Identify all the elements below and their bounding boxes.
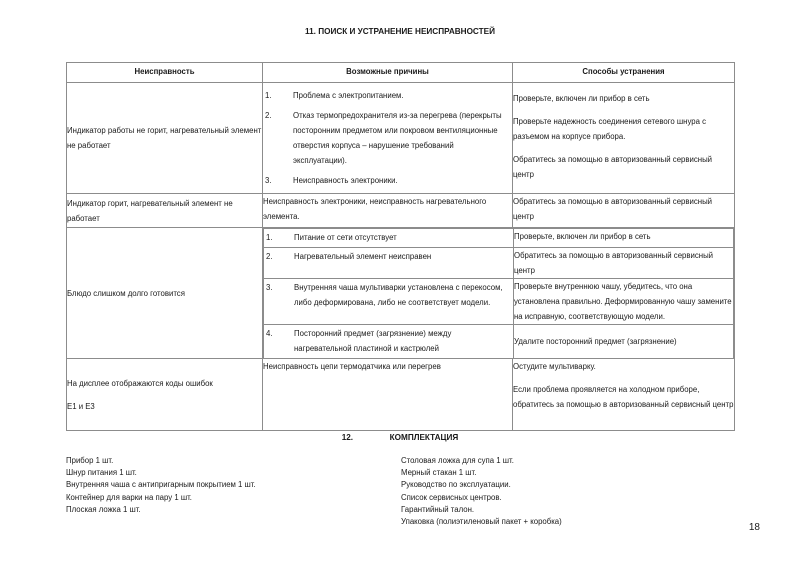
pair-cause: 3. Внутренняя чаша мультиварки установлена с перекосом, либо деформирована, либо не соответствует модели.	[264, 279, 514, 325]
list-item: Шнур питания 1 шт.	[66, 468, 137, 478]
list-item: Плоская ложка 1 шт.	[66, 504, 141, 514]
header-fault: Неисправность	[67, 63, 263, 83]
pair-remedy: Проверьте внутреннюю чашу, убедитесь, что она установлена правильно. Деформированную чашу замените на исправную, соответствующую модели.	[514, 279, 734, 325]
cause-remedy-pairs	[263, 228, 735, 359]
fault-cell	[67, 359, 263, 431]
troubleshooting-table	[66, 62, 735, 431]
causes-cell: Неисправность электроники, неисправность нагревательного элемента.	[263, 194, 513, 228]
list-item: Контейнер для варки на пару 1 шт.	[66, 492, 192, 502]
list-item: Руководство по эксплуатации.	[401, 480, 511, 490]
remedy-text: Остудите мультиварку.	[513, 362, 596, 371]
causes-cell	[263, 83, 513, 194]
cause-item: 3. Неисправность электроники.	[265, 176, 398, 185]
table-row	[67, 83, 735, 194]
pairs-table	[263, 228, 734, 358]
list-item: Список сервисных центров.	[401, 492, 502, 502]
remedies-cell	[513, 83, 735, 194]
list-item: Прибор 1 шт.	[66, 456, 114, 465]
section2-number: 12.	[341, 433, 354, 442]
pair-row	[264, 279, 734, 325]
remedy-text: Обратитесь за помощью в авторизованный сервисный центр	[513, 155, 713, 179]
remedy-text: Проверьте, включен ли прибор в сеть	[513, 94, 650, 103]
fault-cell: Блюдо слишком долго готовится	[67, 228, 263, 359]
section-title: 11. ПОИСК И УСТРАНЕНИЕ НЕИСПРАВНОСТЕЙ	[304, 27, 495, 36]
pair-cause: 4. Посторонний предмет (загрязнение) между нагревательной пластиной и кастрюлей	[264, 325, 514, 359]
list-item: Мерный стакан 1 шт.	[401, 468, 477, 478]
remedy-text: Если проблема проявляется на холодном приборе, обратитесь за помощью в авторизованный сервисный центр	[513, 385, 734, 409]
causes-cell: Неисправность цепи термодатчика или перегрев	[263, 359, 513, 431]
list-item: Упаковка (полиэтиленовый пакет + коробка)	[401, 517, 562, 527]
fault-cell: Индикатор работы не горит, нагревательный элемент не работает	[67, 83, 263, 194]
cause-item: 1. Проблема с электропитанием.	[265, 91, 404, 100]
kit-list-right	[401, 455, 562, 528]
fault-cell: Индикатор горит, нагревательный элемент не работает	[67, 194, 263, 228]
kit-list-left	[66, 455, 256, 516]
pair-remedy: Удалите посторонний предмет (загрязнение)	[514, 325, 734, 359]
pair-row	[264, 325, 734, 359]
table-row	[67, 228, 735, 359]
section2-title: КОМПЛЕКТАЦИЯ	[389, 433, 459, 442]
table-row	[67, 194, 735, 228]
list-item: Столовая ложка для супа 1 шт.	[401, 456, 514, 465]
pair-cause: 2. Нагревательный элемент неисправен	[264, 248, 514, 279]
header-remedies: Способы устранения	[513, 63, 735, 83]
remedies-cell	[513, 359, 735, 431]
section2-heading	[0, 433, 800, 442]
table-row	[67, 359, 735, 431]
remedy-text: Проверьте надежность соединения сетевого шнура с разъемом на корпусе прибора.	[513, 117, 706, 141]
fault-line: На дисплее отображаются коды ошибок	[67, 378, 213, 388]
remedies-cell: Обратитесь за помощью в авторизованный сервисный центр	[513, 194, 735, 228]
pair-cause: 1. Питание от сети отсутствует	[264, 229, 514, 248]
table-header-row	[67, 63, 735, 83]
fault-line: Е1 и Е3	[67, 401, 95, 411]
pair-row	[264, 248, 734, 279]
page-number: 18	[748, 522, 760, 533]
list-item: Гарантийный талон.	[401, 504, 475, 514]
header-causes: Возможные причины	[263, 63, 513, 83]
pair-remedy: Проверьте, включен ли прибор в сеть	[514, 229, 734, 248]
list-item: Внутренняя чаша с антипригарным покрытием 1 шт.	[66, 480, 256, 490]
pair-row	[264, 229, 734, 248]
pair-remedy: Обратитесь за помощью в авторизованный сервисный центр	[514, 248, 734, 279]
cause-item: 2. Отказ термопредохранителя из-за перегрева (перекрыты посторонним предметом или покровом вентиляционные отверстия корпуса – нарушение требований эксплуатации).	[265, 111, 502, 165]
